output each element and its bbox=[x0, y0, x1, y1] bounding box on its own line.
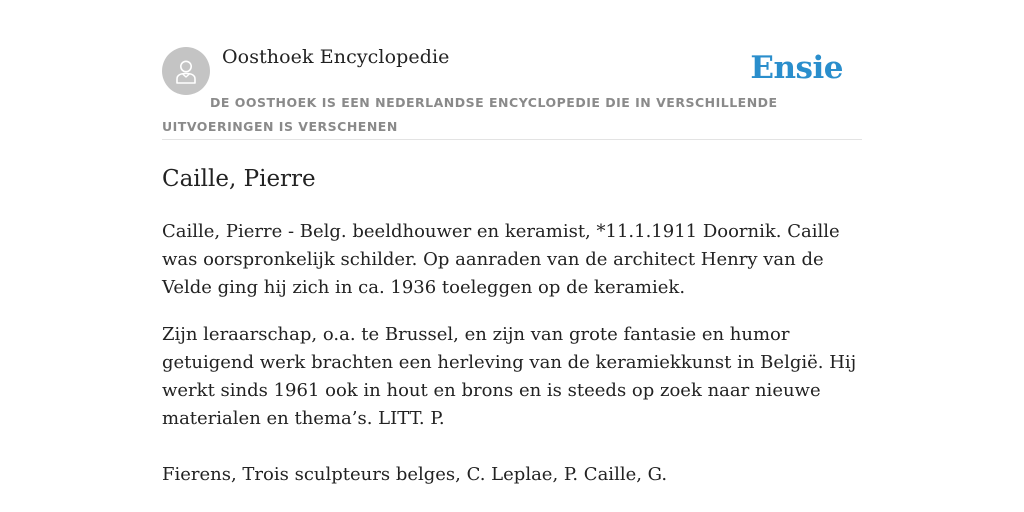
content-container bbox=[162, 44, 862, 489]
source-header bbox=[162, 44, 862, 140]
article-title: Caille, Pierre bbox=[162, 166, 316, 192]
article-paragraph-2: Zijn leraarschap, o.a. te Brussel, en zijn van grote fantasie en humor getuigend werk brachten een herleving van de keramiekkunst in België. Hij werkt sinds 1961 ook in hout en brons en is steeds op zoek naar nieuwe materialen en thema’s. LITT. P. bbox=[162, 324, 857, 429]
ensie-logo[interactable]: Ensie bbox=[750, 50, 843, 86]
user-icon bbox=[171, 56, 201, 86]
source-tagline: DE OOSTHOEK IS EEN NEDERLANDSE ENCYCLOPEDIE DIE IN VERSCHILLENDE UITVOERINGEN IS VERSCHENEN bbox=[162, 95, 778, 134]
source-avatar[interactable] bbox=[162, 47, 210, 95]
article-paragraph-1: Caille, Pierre - Belg. beeldhouwer en keramist, *11.1.1911 Doornik. Caille was oorspronkelijk schilder. Op aanraden van de architect Henry van de Velde ging hij zich in ca. 1936 toeleggen op de keramiek. bbox=[162, 221, 840, 298]
article-references: Fierens, Trois sculpteurs belges, C. Leplae, P. Caille, G. bbox=[162, 464, 668, 485]
source-name-link[interactable]: Oosthoek Encyclopedie bbox=[222, 46, 450, 68]
